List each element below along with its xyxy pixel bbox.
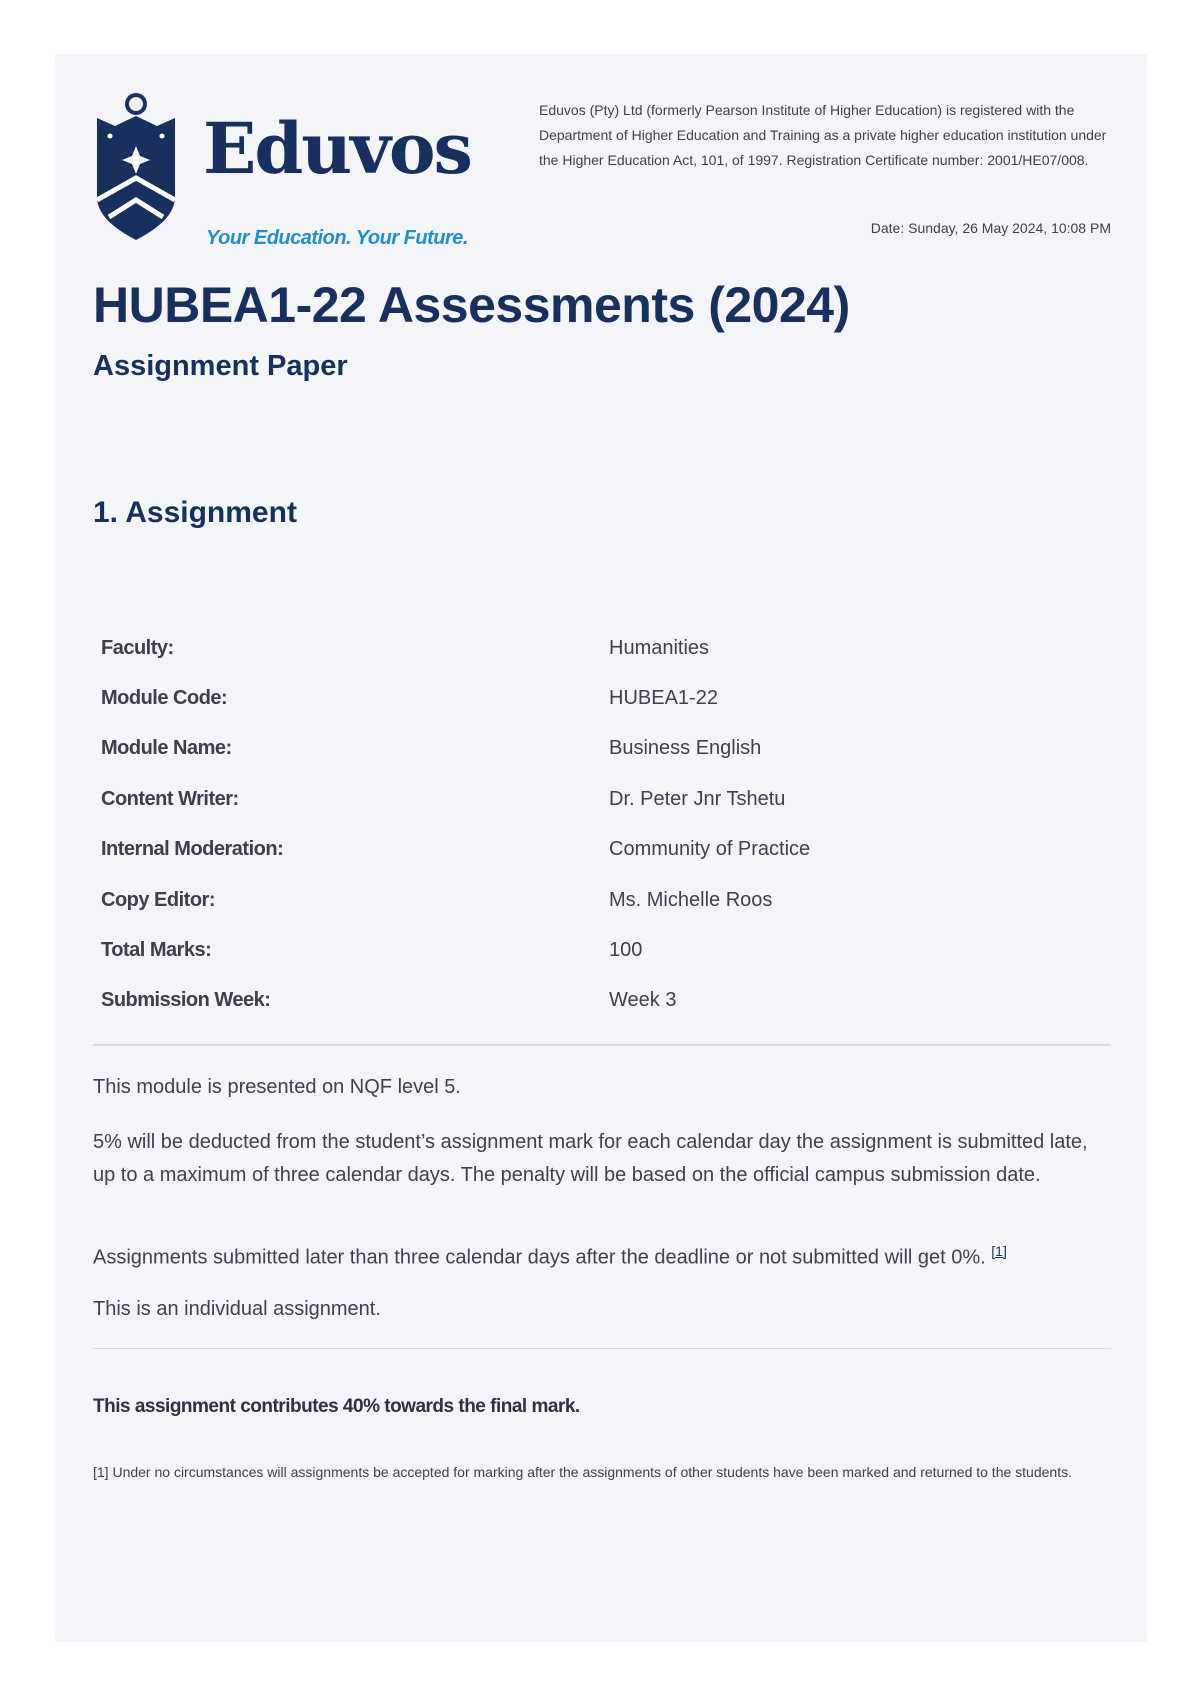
info-label: Module Code: [101, 687, 228, 710]
document-page [55, 54, 1147, 1642]
info-value: Week 3 [609, 989, 677, 1012]
individual-paragraph: This is an individual assignment. [93, 1298, 381, 1320]
info-label: Internal Moderation: [101, 838, 284, 861]
info-value: HUBEA1-22 [609, 687, 718, 710]
info-row [93, 673, 1111, 723]
registration-notice: Eduvos (Pty) Ltd (formerly Pearson Institute of Higher Education) is registered with the Department of Higher Education and Training as a private higher education institution under the Higher Education Act, 101, of 1997. Registration Certificate number: 2001/HE07/008. [539, 102, 1107, 168]
info-row [93, 774, 1111, 824]
divider [93, 1348, 1111, 1349]
footnote: [1] Under no circumstances will assignments be accepted for marking after the assignments of other students have been marked and returned to the students. [93, 1464, 1072, 1480]
assignment-info-table [93, 623, 1111, 1026]
info-row [93, 976, 1111, 1026]
info-value: Business English [609, 737, 762, 760]
info-label: Submission Week: [101, 989, 271, 1012]
contribution-note: This assignment contributes 40% towards the final mark. [93, 1396, 580, 1417]
info-value: Dr. Peter Jnr Tshetu [609, 787, 786, 810]
info-value: Humanities [609, 636, 710, 659]
info-row [93, 925, 1111, 975]
info-label: Module Name: [101, 737, 232, 760]
nqf-paragraph: This module is presented on NQF level 5. [93, 1076, 461, 1098]
info-row [93, 875, 1111, 925]
info-label: Copy Editor: [101, 888, 215, 911]
info-row [93, 825, 1111, 875]
logo-tagline: Your Education. Your Future. [206, 227, 468, 249]
divider [93, 1044, 1111, 1046]
info-row [93, 724, 1111, 774]
info-label: Total Marks: [101, 939, 212, 962]
page-title: HUBEA1-22 Assessments (2024) [93, 277, 850, 333]
penalty-paragraph: 5% will be deducted from the student’s assignment mark for each calendar day the assignment is submitted late, up to a maximum of three calendar days. The penalty will be based on the official campus submission date. [93, 1131, 1088, 1186]
logo-wordmark: Eduvos [203, 107, 471, 190]
info-label: Content Writer: [101, 787, 239, 810]
late-submission-paragraph [93, 1235, 1111, 1275]
info-value: 100 [609, 939, 643, 962]
shield-crest-icon [91, 92, 181, 242]
info-label: Faculty: [101, 636, 174, 659]
footnote-link[interactable]: [1] [991, 1243, 1007, 1259]
section-heading: 1. Assignment [93, 496, 297, 529]
info-value: Ms. Michelle Roos [609, 888, 773, 911]
eduvos-logo [91, 92, 491, 249]
document-date: Date: Sunday, 26 May 2024, 10:08 PM [870, 220, 1111, 236]
info-value: Community of Practice [609, 838, 811, 861]
info-row [93, 623, 1111, 673]
page-subtitle: Assignment Paper [93, 350, 348, 382]
late-submission-text: Assignments submitted later than three calendar days after the deadline or not submitted will get 0%. [93, 1246, 986, 1269]
